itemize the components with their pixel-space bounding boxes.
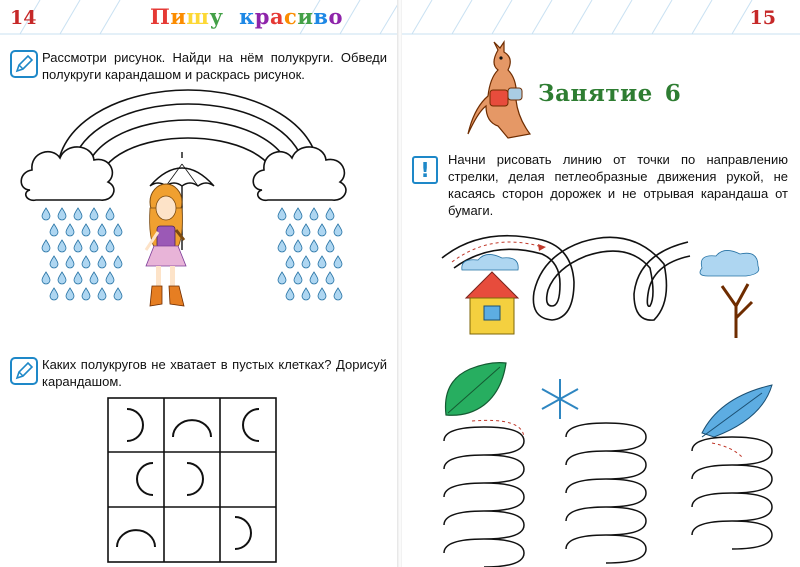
cloud-icon [253,147,346,200]
raindrop [334,288,342,300]
raindrop [98,224,106,236]
left-page [0,0,398,567]
task1-text: Рассмотри рисунок. Найди на нём полукруги. Обведи полукруги карандашом и раскрась рисунок. [42,50,387,82]
spiral-tracks [402,357,800,567]
spiral-loop [692,437,772,549]
header-title-letter: р [254,4,270,29]
lesson-title [538,80,681,107]
raindrop [50,288,58,300]
raindrop [318,288,326,300]
raindrop [310,208,318,220]
raindrop [326,272,334,284]
raindrop [106,240,114,252]
header-title-letter: а [269,4,285,29]
raindrop [326,240,334,252]
spiral-loop [566,423,646,563]
raindrop [318,256,326,268]
snowflake-icon [542,379,578,419]
raindrop [286,224,294,236]
raindrop [58,272,66,284]
raindrop [90,208,98,220]
lesson-number: 6 [664,80,682,107]
exclamation-icon: ! [412,156,438,184]
header-title-letter: к [239,4,255,29]
house-icon [466,272,518,334]
raindrop [278,208,286,220]
feather-icon [702,385,772,437]
cloud-icon [21,147,114,200]
raindrop [334,224,342,236]
right-page [402,0,800,567]
header-title-letter: с [284,4,298,29]
raindrop [42,272,50,284]
girl-illustration [146,184,186,306]
lesson-word: Занятие [538,80,653,107]
raindrop [302,224,310,236]
raindrop [90,272,98,284]
raindrop [310,240,318,252]
raindrop [310,272,318,284]
rainbow-illustration [0,90,398,330]
spiral-loop [444,427,524,567]
header-grid [402,0,800,40]
raindrop [294,208,302,220]
raindrop [294,240,302,252]
raindrop [286,256,294,268]
raindrop [58,240,66,252]
raindrop [278,272,286,284]
raindrop [98,256,106,268]
raindrop [302,288,310,300]
raindrop [58,208,66,220]
raindrop [50,224,58,236]
header-title-letter: и [297,4,314,29]
loop-track-upper [402,222,800,342]
raindrop [114,288,122,300]
raindrop [82,224,90,236]
header-title-letter: П [150,4,171,29]
raindrop [74,272,82,284]
header-title-letter [231,4,239,29]
header-title-letter: у [209,4,224,29]
leaf-icon [446,363,507,416]
raindrop [334,256,342,268]
raindrop [326,208,334,220]
header-title-letter [223,4,231,29]
raindrop [66,288,74,300]
pencil-icon [10,50,38,78]
header-title-letter: в [313,4,329,29]
header-title-letter: о [328,4,344,29]
raindrop [42,240,50,252]
raindrop [302,256,310,268]
raindrop [74,208,82,220]
raindrop [318,224,326,236]
page-number-right: 15 [749,7,776,29]
raindrop [66,224,74,236]
raindrop [82,256,90,268]
task-text: Начни рисовать линию от точки по направлению стрелки, делая петлеобразные движения рукой, не касаясь сторон дорожек и не отрывая карандаша от бумаги. [448,152,788,218]
raindrop [98,288,106,300]
header-title-letter: ш [186,4,210,29]
raindrop [294,272,302,284]
raindrop [66,256,74,268]
raindrop [286,288,294,300]
kangaroo-icon [468,42,538,142]
task2-text: Каких полукругов не хватает в пустых клетках? Дорисуй карандашом. [42,357,387,389]
header-title-letter: и [170,4,187,29]
page-number-left: 14 [10,7,37,29]
raindrop-icon [42,208,342,300]
raindrop [106,272,114,284]
raindrop [82,288,90,300]
pencil-icon [10,357,38,385]
raindrop [106,208,114,220]
raindrop [278,240,286,252]
raindrop [50,256,58,268]
raindrop [90,240,98,252]
raindrop [74,240,82,252]
raindrop [114,224,122,236]
header-title [150,4,343,29]
raindrop [42,208,50,220]
semicircle-grid [107,397,279,565]
raindrop [114,256,122,268]
tree-icon [722,284,752,338]
